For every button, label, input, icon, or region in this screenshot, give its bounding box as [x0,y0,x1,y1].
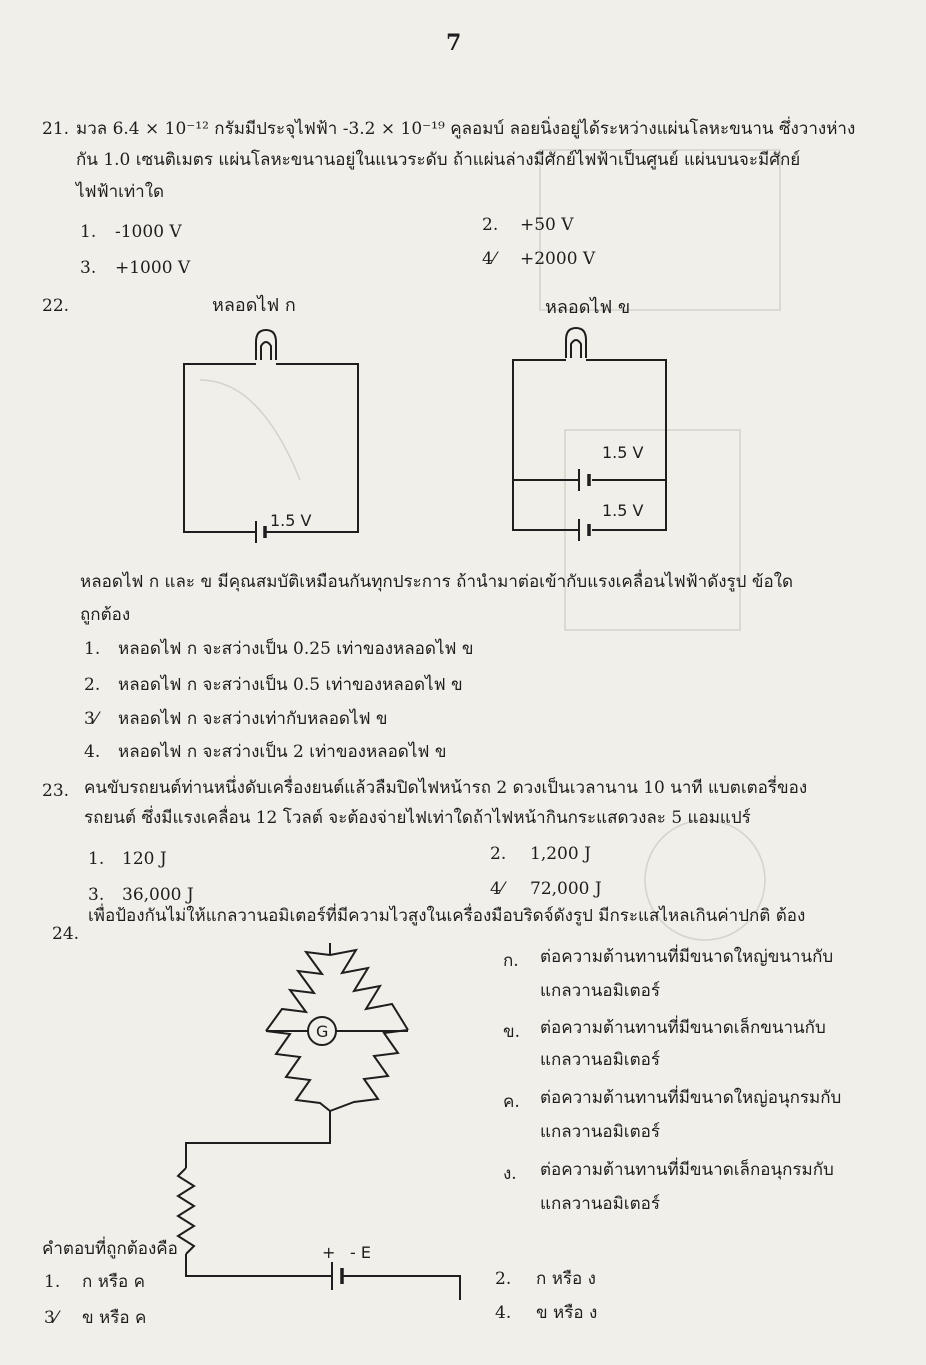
q22-option-1: หลอดไฟ ก จะสว่างเป็น 0.25 เท่าของหลอดไฟ ข [118,639,474,659]
q23-line-2: รถยนต์ ซึ่งมีแรงเคลื่อน 12 โวลต์ จะต้องจ่ายไฟเท่าใดถ้าไฟหน้ากินกระแสดวงละ 5 แอมแปร์ [84,808,751,828]
q24-option-3: ข หรือ ค [82,1308,147,1328]
choice-kha-line-1: ต่อความต้านทานที่มีขนาดเล็กขนานกับ [540,1018,826,1038]
q22-option-4: หลอดไฟ ก จะสว่างเป็น 2 เท่าของหลอดไฟ ข [118,742,447,762]
q24-option-4-num: 4. [495,1303,512,1323]
q24-option-2: ก หรือ ง [536,1269,596,1289]
q21-line-1: มวล 6.4 × 10⁻¹² กรัมมีประจุไฟฟ้า -3.2 × 10⁻¹⁹ คูลอมบ์ ลอยนิ่งอยู่ได้ระหว่างแผ่นโลหะขนาน ซึ่งวางห่าง [76,119,856,139]
q22-line-1: หลอดไฟ ก และ ข มีคุณสมบัติเหมือนกันทุกประการ ถ้านำมาต่อเข้ากับแรงเคลื่อนไฟฟ้าดังรูป ข้อใด [80,572,794,592]
q23-option-3: 36,000 J [122,885,194,905]
answer-prompt: คำตอบที่ถูกต้องคือ [42,1239,178,1259]
q24-option-1-num: 1. [44,1272,61,1292]
choice-ka-line-2: แกลวานอมิเตอร์ [540,981,660,1001]
q23-number: 23. [42,781,70,801]
choice-kho-letter: ค. [503,1092,520,1112]
q21-number: 21. [42,119,70,139]
q22-line-2: ถูกต้อง [80,605,131,625]
q23-option-2: 1,200 J [530,844,591,864]
q22-option-4-num: 4. [84,742,101,762]
choice-ka-letter: ก. [503,951,519,971]
q23-option-4: 72,000 J [530,879,602,899]
battery-plus-label: + [322,1243,336,1262]
choice-ka-line-1: ต่อความต้านทานที่มีขนาดใหญ่ขนานกับ [540,947,834,967]
q22-option-3: หลอดไฟ ก จะสว่างเท่ากับหลอดไฟ ข [118,709,388,729]
choice-kho-line-1: ต่อความต้านทานที่มีขนาดใหญ่อนุกรมกับ [540,1088,842,1108]
q21-option-2: +50 V [520,215,574,235]
q23-option-1: 120 J [122,849,167,869]
resistor-icon [178,1168,194,1254]
q23-option-4-num: 4⁄ [490,879,504,899]
q21-option-4-num: 4⁄ [482,249,496,269]
q24-option-2-num: 2. [495,1269,512,1289]
battery-e-label: - E [350,1243,371,1262]
q21-line-2: กัน 1.0 เซนติเมตร แผ่นโลหะขนานอยู่ในแนวระดับ ถ้าแผ่นล่างมีศักย์ไฟฟ้าเป็นศูนย์ แผ่นบนจะมีศักย์ [76,150,801,170]
q24-option-3-num: 3⁄ [44,1308,58,1328]
page-number: 7 [446,30,462,56]
bulb-b-label: หลอดไฟ ข [545,297,631,318]
galvanometer-label: G [316,1022,329,1041]
choice-ngo-letter: ง. [503,1164,517,1184]
q22-option-2: หลอดไฟ ก จะสว่างเป็น 0.5 เท่าของหลอดไฟ ข [118,675,463,695]
choice-kho-line-2: แกลวานอมิเตอร์ [540,1122,660,1142]
choice-ngo-line-2: แกลวานอมิเตอร์ [540,1194,660,1214]
q23-line-1: คนขับรถยนต์ท่านหนึ่งดับเครื่องยนต์แล้วลืมปิดไฟหน้ารถ 2 ดวงเป็นเวลานาน 10 นาที แบตเตอรี่ของ [84,778,808,798]
q21-option-3-num: 3. [80,258,97,278]
q24-number: 24. [52,924,80,944]
q23-option-2-num: 2. [490,844,507,864]
q21-option-4: +2000 V [520,249,596,269]
q21-option-3: +1000 V [115,258,191,278]
battery-b1-label: 1.5 V [602,443,644,462]
battery-a-label: 1.5 V [270,511,312,530]
choice-kha-letter: ข. [503,1022,521,1042]
q21-line-3: ไฟฟ้าเท่าใด [76,182,165,202]
q21-option-1-num: 1. [80,222,97,242]
q24-option-4: ข หรือ ง [536,1303,598,1323]
q22-option-3-num: 3⁄ [84,709,98,729]
q22-option-2-num: 2. [84,675,101,695]
q21-option-1: -1000 V [115,222,182,242]
q23-option-1-num: 1. [88,849,105,869]
choice-kha-line-2: แกลวานอมิเตอร์ [540,1050,660,1070]
q23-option-3-num: 3. [88,885,105,905]
q22-number: 22. [42,296,70,316]
q21-option-2-num: 2. [482,215,499,235]
q24-line-1: เพื่อป้องกันไม่ให้แกลวานอมิเตอร์ที่มีความไวสูงในเครื่องมือบริดจ์ดังรูป มีกระแสไหลเกินค่าปกติ ต้อง [88,906,806,926]
bulb-a-label: หลอดไฟ ก [212,295,296,316]
battery-b2-label: 1.5 V [602,501,644,520]
choice-ngo-line-1: ต่อความต้านทานที่มีขนาดเล็กอนุกรมกับ [540,1160,834,1180]
q22-option-1-num: 1. [84,639,101,659]
q24-option-1: ก หรือ ค [82,1272,146,1292]
